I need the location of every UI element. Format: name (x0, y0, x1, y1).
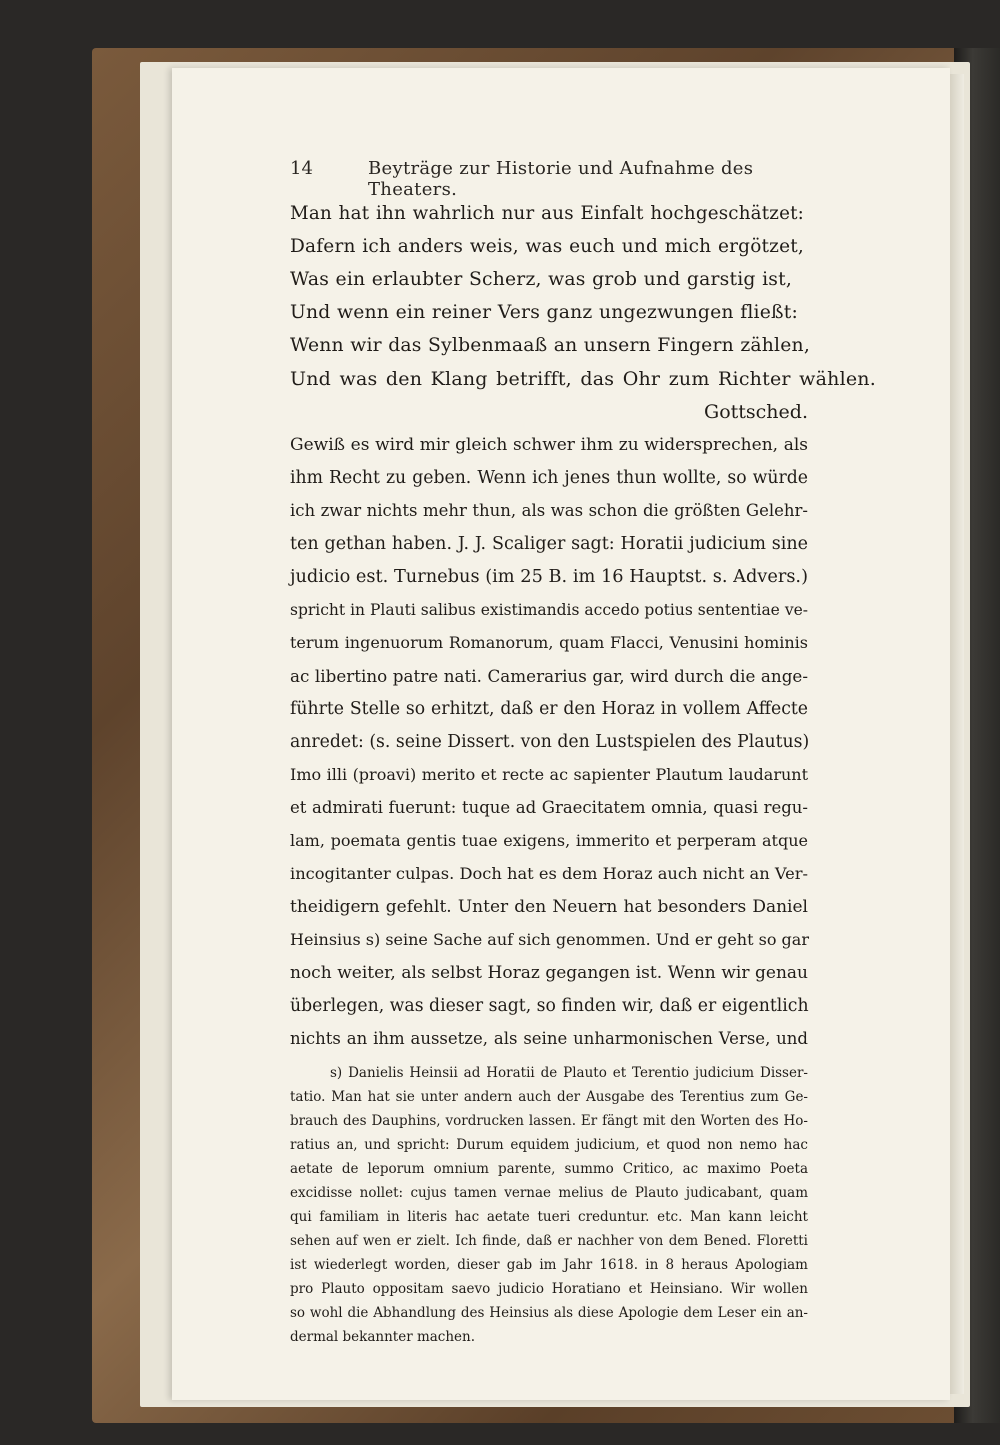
body-line: ac libertino patre nati. Camerarius gar, wird durch die ange- (290, 666, 808, 686)
body-line: Heinsius s) seine Sache auf sich genommen. Und er geht so gar (290, 930, 809, 949)
body-line: spricht in Plauti salibus existimandis accedo potius sententiae ve- (290, 601, 808, 619)
page-number: 14 (290, 158, 313, 179)
body-line: überlegen, was dieser sagt, so finden wir, daß er eigentlich (290, 996, 809, 1016)
body-line: et admirati fuerunt: tuque ad Graecitatem omnia, quasi regu- (290, 798, 808, 817)
body-line: führte Stelle so erhitzt, daß er den Horaz in vollem Affecte (290, 699, 808, 719)
body-line: Und was den Klang betrifft, das Ohr zum Richter wählen. (290, 368, 876, 390)
running-header (290, 158, 810, 200)
footnote-line: ist wiederlegt worden, dieser gab im Jahr 1618. in 8 heraus Apologiam (290, 1257, 808, 1273)
running-head-title: Beyträge zur Historie und Aufnahme des Theaters. (368, 158, 754, 200)
footnote-line: brauch des Dauphins, vordrucken lassen. Er fängt mit den Worten des Ho- (290, 1113, 808, 1129)
footnote-line: dermal bekannter machen. (290, 1329, 476, 1345)
body-line: Imo illi (proavi) merito et recte ac sapienter Plautum laudarunt (290, 765, 808, 784)
body-line: theidigern gefehlt. Unter den Neuern hat besonders Daniel (290, 897, 808, 917)
footnote-line: s) Danielis Heinsii ad Horatii de Plauto et Terentio judicium Disser- (330, 1065, 808, 1081)
body-line: judicio est. Turnebus (im 25 B. im 16 Hauptst. s. Advers.) (290, 567, 808, 587)
body-line: lam, poemata gentis tuae exigens, immerito et perperam atque (290, 831, 808, 850)
footnote-line: ratius an, und spricht: Durum equidem judicium, et quod non nemo hac (290, 1137, 808, 1153)
body-line: ten gethan haben. J. J. Scaliger sagt: Horatii judicium sine (290, 534, 808, 554)
footnote-line: tatio. Man hat sie unter andern auch der Ausgabe des Terentius zum Ge- (290, 1089, 808, 1105)
body-line: Wenn wir das Sylbenmaaß an unsern Fingern zählen, (290, 335, 810, 356)
body-line: Dafern ich anders weis, was euch und mich ergötzet, (290, 236, 804, 257)
footnote-line: pro Plauto oppositam saevo judicio Horatiano et Heinsiano. Wir wollen (290, 1281, 808, 1297)
footnote-line: qui familiam in literis hac aetate tueri creduntur. etc. Man kann leicht (290, 1209, 808, 1225)
body-line: Was ein erlaubter Scherz, was grob und garstig ist, (290, 269, 792, 290)
footnote-line: excidisse nollet: cujus tamen vernae melius de Plauto judicabant, quam (290, 1185, 808, 1201)
footnote-line: so wohl die Abhandlung des Heinsius als diese Apologie dem Leser ein an- (290, 1305, 808, 1321)
body-line: terum ingenuorum Romanorum, quam Flacci, Venusini hominis (290, 633, 808, 652)
body-line: anredet: (s. seine Dissert. von den Lustspielen des Plautus) (290, 732, 810, 752)
footnote-line: sehen auf wen er zielt. Ich finde, daß er nachher von dem Bened. Floretti (290, 1233, 808, 1249)
body-line: Man hat ihn wahrlich nur aus Einfalt hochgeschätzet: (290, 203, 804, 224)
body-line: ich zwar nichts mehr thun, als was schon die größten Gelehr- (290, 501, 808, 520)
body-line: incogitanter culpas. Doch hat es dem Horaz auch nicht an Ver- (290, 864, 808, 883)
facing-page-edge (950, 74, 964, 1394)
body-line: ihm Recht zu geben. Wenn ich jenes thun wollte, so würde (290, 468, 808, 488)
poem-attribution: Gottsched. (704, 401, 808, 423)
footnote-line: aetate de leporum omnium parente, summo Critico, ac maximo Poeta (290, 1161, 808, 1177)
body-line: nichts an ihm aussetze, als seine unharmonischen Verse, und (290, 1029, 808, 1048)
body-line: noch weiter, als selbst Horaz gegangen ist. Wenn wir genau (290, 963, 808, 983)
body-line: Gewiß es wird mir gleich schwer ihm zu widersprechen, als (290, 435, 808, 455)
body-line: Und wenn ein reiner Vers ganz ungezwungen fließt: (290, 302, 798, 323)
